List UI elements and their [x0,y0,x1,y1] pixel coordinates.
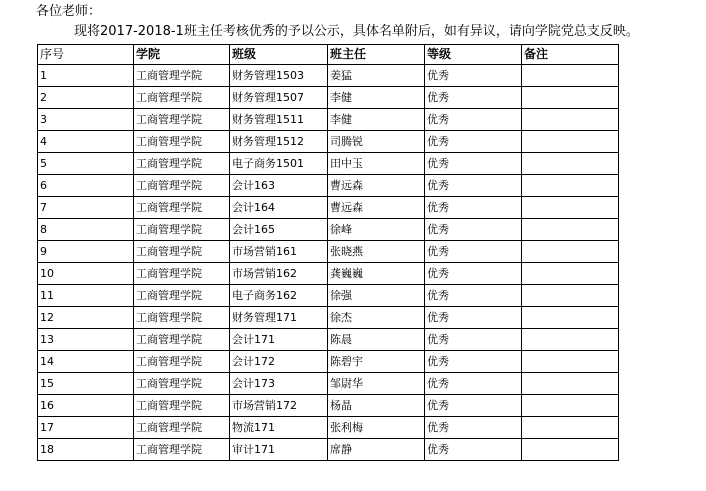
table-row [38,65,619,87]
cell-remark [522,307,619,329]
cell-teacher: 张利梅 [328,417,425,439]
header-teacher: 班主任 [328,45,425,65]
cell-teacher: 曹远森 [328,175,425,197]
cell-remark [522,219,619,241]
cell-index: 15 [38,373,134,395]
cell-college: 工商管理学院 [134,87,230,109]
cell-index: 2 [38,87,134,109]
cell-grade: 优秀 [425,373,522,395]
cell-grade: 优秀 [425,285,522,307]
cell-grade: 优秀 [425,175,522,197]
cell-index: 11 [38,285,134,307]
cell-class: 会计172 [230,351,328,373]
cell-college: 工商管理学院 [134,263,230,285]
table-row [38,417,619,439]
cell-college: 工商管理学院 [134,351,230,373]
cell-grade: 优秀 [425,87,522,109]
cell-college: 工商管理学院 [134,373,230,395]
cell-college: 工商管理学院 [134,241,230,263]
cell-index: 9 [38,241,134,263]
cell-grade: 优秀 [425,219,522,241]
cell-class: 电子商务1501 [230,153,328,175]
cell-college: 工商管理学院 [134,153,230,175]
cell-grade: 优秀 [425,351,522,373]
cell-index: 14 [38,351,134,373]
cell-grade: 优秀 [425,241,522,263]
table-row [38,395,619,417]
cell-remark [522,65,619,87]
cell-college: 工商管理学院 [134,131,230,153]
cell-teacher: 陈晨 [328,329,425,351]
cell-teacher: 徐峰 [328,219,425,241]
header-remark: 备注 [522,45,619,65]
cell-college: 工商管理学院 [134,109,230,131]
header-class: 班级 [230,45,328,65]
table-row [38,153,619,175]
cell-index: 17 [38,417,134,439]
announcement-text: 现将2017-2018-1班主任考核优秀的予以公示，具体名单附后，如有异议，请向学院党总支反映。 [74,24,639,39]
cell-index: 13 [38,329,134,351]
cell-grade: 优秀 [425,65,522,87]
table-body [38,65,619,461]
cell-teacher: 徐强 [328,285,425,307]
cell-class: 市场营销161 [230,241,328,263]
cell-class: 财务管理1511 [230,109,328,131]
table-row [38,373,619,395]
table-row [38,285,619,307]
cell-teacher: 徐杰 [328,307,425,329]
table-row [38,131,619,153]
table-row [38,241,619,263]
cell-teacher: 龚巍巍 [328,263,425,285]
cell-index: 5 [38,153,134,175]
table-row [38,219,619,241]
cell-teacher: 姜猛 [328,65,425,87]
cell-remark [522,329,619,351]
table-row [38,329,619,351]
cell-grade: 优秀 [425,131,522,153]
cell-grade: 优秀 [425,439,522,461]
cell-remark [522,131,619,153]
table-row [38,307,619,329]
cell-teacher: 陈碧宇 [328,351,425,373]
cell-remark [522,373,619,395]
cell-teacher: 席静 [328,439,425,461]
cell-teacher: 田中玉 [328,153,425,175]
cell-class: 市场营销172 [230,395,328,417]
cell-college: 工商管理学院 [134,197,230,219]
cell-remark [522,417,619,439]
class-teacher-table [37,44,619,461]
cell-class: 会计171 [230,329,328,351]
cell-teacher: 曹远森 [328,197,425,219]
table-row [38,439,619,461]
cell-index: 16 [38,395,134,417]
cell-grade: 优秀 [425,417,522,439]
cell-grade: 优秀 [425,109,522,131]
cell-class: 会计165 [230,219,328,241]
cell-remark [522,87,619,109]
cell-college: 工商管理学院 [134,219,230,241]
cell-grade: 优秀 [425,329,522,351]
cell-class: 财务管理171 [230,307,328,329]
table-row [38,109,619,131]
cell-index: 4 [38,131,134,153]
cell-teacher: 李健 [328,109,425,131]
cell-index: 10 [38,263,134,285]
cell-index: 12 [38,307,134,329]
header-grade: 等级 [425,45,522,65]
cell-class: 财务管理1512 [230,131,328,153]
cell-remark [522,263,619,285]
cell-remark [522,153,619,175]
cell-class: 审计171 [230,439,328,461]
cell-class: 市场营销162 [230,263,328,285]
cell-remark [522,109,619,131]
cell-college: 工商管理学院 [134,395,230,417]
cell-teacher: 邹尉华 [328,373,425,395]
cell-college: 工商管理学院 [134,417,230,439]
cell-teacher: 杨晶 [328,395,425,417]
cell-college: 工商管理学院 [134,329,230,351]
cell-class: 物流171 [230,417,328,439]
cell-class: 电子商务162 [230,285,328,307]
cell-teacher: 李健 [328,87,425,109]
cell-college: 工商管理学院 [134,175,230,197]
cell-class: 会计173 [230,373,328,395]
cell-college: 工商管理学院 [134,65,230,87]
cell-index: 6 [38,175,134,197]
cell-college: 工商管理学院 [134,285,230,307]
cell-class: 财务管理1503 [230,65,328,87]
table-row [38,351,619,373]
cell-class: 会计163 [230,175,328,197]
cell-index: 7 [38,197,134,219]
cell-grade: 优秀 [425,263,522,285]
cell-remark [522,439,619,461]
cell-college: 工商管理学院 [134,439,230,461]
cell-teacher: 司腾锐 [328,131,425,153]
cell-index: 8 [38,219,134,241]
cell-index: 1 [38,65,134,87]
cell-grade: 优秀 [425,395,522,417]
cell-remark [522,285,619,307]
cell-remark [522,197,619,219]
cell-teacher: 张晓燕 [328,241,425,263]
cell-grade: 优秀 [425,197,522,219]
cell-index: 18 [38,439,134,461]
cell-remark [522,241,619,263]
cell-class: 财务管理1507 [230,87,328,109]
cell-index: 3 [38,109,134,131]
cell-grade: 优秀 [425,153,522,175]
cell-class: 会计164 [230,197,328,219]
table-row [38,197,619,219]
cell-remark [522,175,619,197]
cell-remark [522,395,619,417]
table-row [38,175,619,197]
table-row [38,87,619,109]
cell-remark [522,351,619,373]
cell-college: 工商管理学院 [134,307,230,329]
table-header-row [38,45,619,65]
table-row [38,263,619,285]
cell-grade: 优秀 [425,307,522,329]
header-college: 学院 [134,45,230,65]
greeting-text: 各位老师： [36,4,102,19]
header-index: 序号 [38,45,134,65]
